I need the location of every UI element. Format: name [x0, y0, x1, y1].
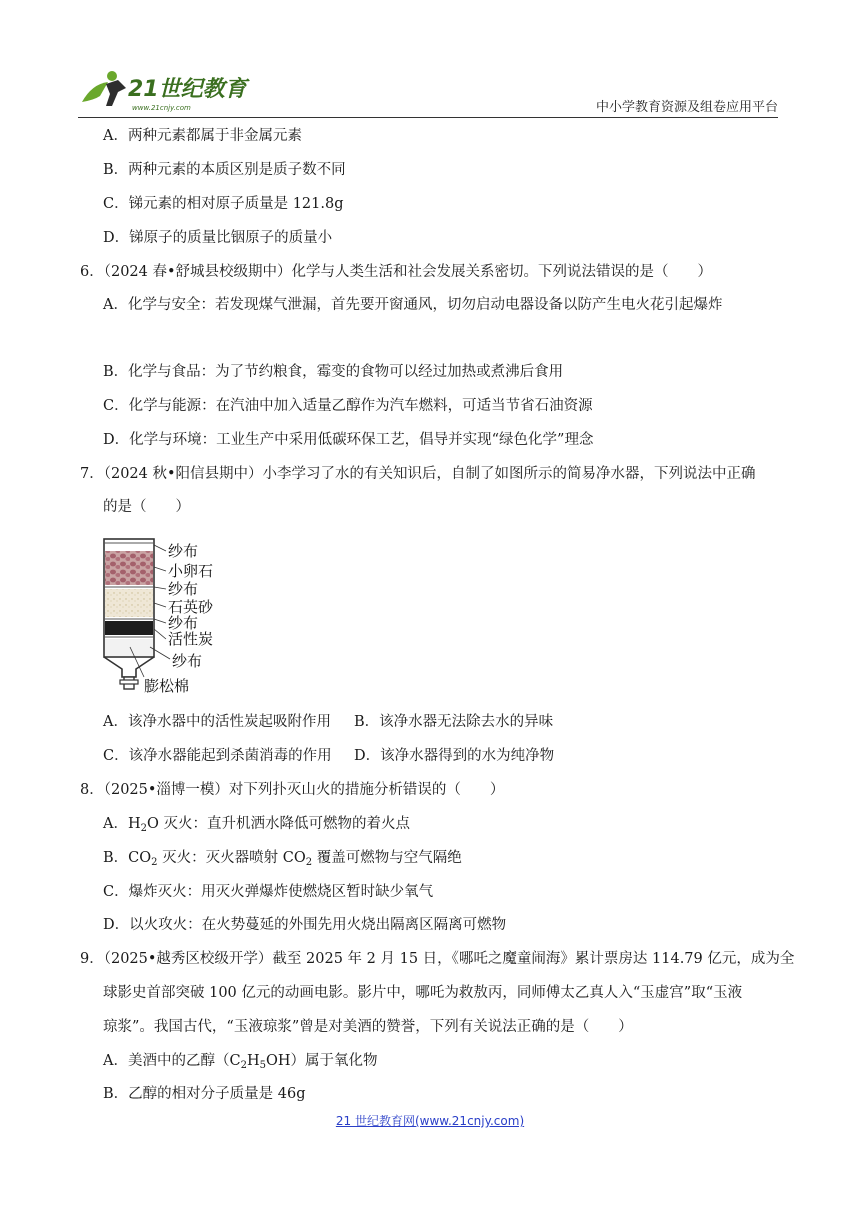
q8-option-a: A．$H_2O$ 灭火：直升机洒水降低可燃物的着火点: [103, 816, 410, 834]
q5-option-b: B．两种元素的本质区别是质子数不同: [103, 162, 346, 178]
water-filter-figure: [100, 537, 220, 695]
q9-option-b: B．乙醇的相对分子质量是 46g: [103, 1086, 306, 1102]
svg-text:www.21cnjy.com: www.21cnjy.com: [132, 104, 191, 112]
platform-name: 中小学教育资源及组卷应用平台: [595, 100, 778, 115]
header-divider: [78, 117, 778, 118]
filter-label-pebbles: 小卵石: [168, 562, 214, 580]
site-logo: [78, 66, 253, 116]
filter-label-activated-carbon: 活性炭: [168, 630, 214, 648]
q9-stem-line2: 球影史首部突破 100 亿元的动画电影。影片中，哪吒为救敖丙，同师傅太乙真人入“玉虚宫”取“玉液: [103, 985, 743, 1001]
q8-option-d: D．以火攻火：在火势蔓延的外围先用火烧出隔离区隔离可燃物: [103, 917, 507, 933]
q6-option-d: D．化学与环境：工业生产中采用低碳环保工艺，倡导并实现“绿色化学”理念: [103, 432, 594, 448]
q6-option-c: C．化学与能源：在汽油中加入适量乙醇作为汽车燃料，可适当节省石油资源: [103, 398, 593, 414]
q8-option-c: C．爆炸灭火：用灭火弹爆炸使燃烧区暂时缺少氧气: [103, 884, 434, 900]
filter-label-cotton: 膨松棉: [144, 677, 190, 695]
q8-option-b: B．$CO_2$ 灭火：灭火器喷射 $CO_2$ 覆盖可燃物与空气隔绝: [103, 850, 462, 868]
q7-stem-line1: 7．（2024 秋•阳信县期中）小李学习了水的有关知识后，自制了如图所示的简易净水器，下列说法中正确: [80, 466, 756, 482]
filter-label-gauze-4: 纱布: [172, 652, 203, 670]
filter-label-gauze-3: 纱布: [168, 614, 199, 632]
footer-link[interactable]: 21 世纪教育网(www.21cnjy.com): [335, 1114, 525, 1128]
q6-stem: 6．（2024 春•舒城县校级期中）化学与人类生活和社会发展关系密切。下列说法错误的是（ ）: [80, 264, 713, 280]
filter-label-gauze-1: 纱布: [168, 542, 199, 560]
q7-option-c: C．该净水器能起到杀菌消毒的作用: [103, 748, 332, 764]
q7-option-d: D．该净水器得到的水为纯净物: [354, 748, 555, 764]
q5-option-a: A．两种元素都属于非金属元素: [103, 128, 302, 144]
q7-stem-line2: 的是（ ）: [103, 499, 190, 515]
q6-option-b: B．化学与食品：为了节约粮食，霉变的食物可以经过加热或煮沸后食用: [103, 364, 564, 380]
q7-option-a: A．该净水器中的活性炭起吸附作用: [103, 714, 331, 730]
filter-label-gauze-2: 纱布: [168, 580, 199, 598]
filter-label-quartz-sand: 石英砂: [168, 598, 214, 616]
q5-option-d: D．锑原子的质量比铟原子的质量小: [103, 230, 333, 246]
page-footer: [0, 1112, 860, 1129]
q9-stem-line1: 9．（2025•越秀区校级开学）截至 2025 年 2 月 15 日，《哪吒之魔童闹海》累计票房达 114.79 亿元，成为全: [80, 951, 795, 967]
q9-option-a: A．美酒中的乙醇$(C_2H_5OH)$属于氧化物: [103, 1053, 378, 1071]
q8-stem: 8．（2025•淄博一模）对下列扑灭山火的措施分析错误的（ ）: [80, 782, 505, 798]
page-header: [78, 66, 778, 118]
q9-stem-line3: 琼浆”。我国古代，“玉液琼浆”曾是对美酒的赞誉，下列有关说法正确的是（ ）: [103, 1019, 633, 1035]
q6-option-a: A．化学与安全：若发现煤气泄漏，首先要开窗通风，切勿启动电器设备以防产生电火花引起爆炸: [103, 297, 723, 313]
q7-option-b: B．该净水器无法除去水的异味: [354, 714, 554, 730]
svg-text:21世纪教育: 21世纪教育: [128, 77, 247, 102]
q5-option-c: C．锑元素的相对原子质量是 121.8g: [103, 196, 344, 212]
